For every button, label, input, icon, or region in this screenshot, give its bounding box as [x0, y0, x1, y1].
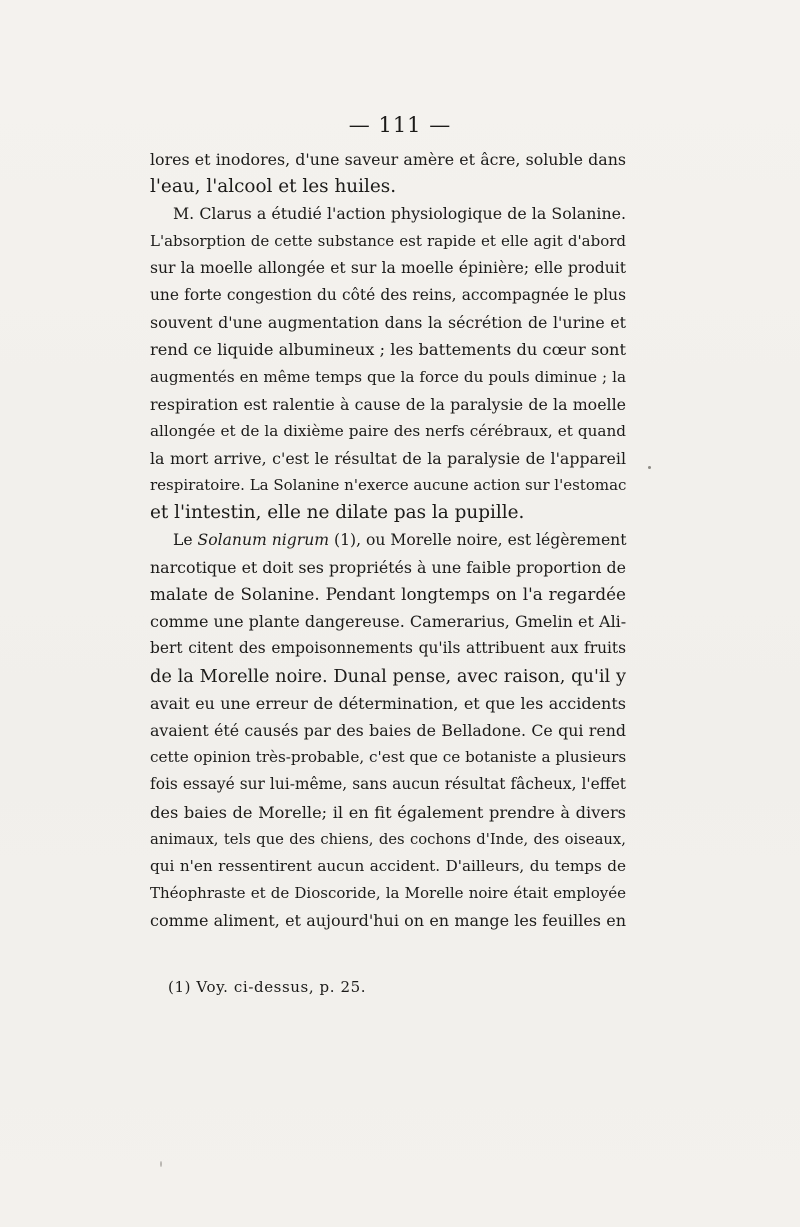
- text-line: l'eau, l'alcool et les huiles.: [150, 176, 397, 198]
- text-line: M. Clarus a étudié l'action physiologique de la Solanine.: [173, 204, 626, 224]
- text-line: narcotique et doit ses propriétés à une faible proportion de: [150, 557, 626, 577]
- text-line: comme aliment, et aujourd'hui on en mange les feuilles en: [150, 911, 626, 931]
- text-line: bert citent des empoisonnements qu'ils attribuent aux fruits: [150, 639, 626, 658]
- text-line: malate de Solanine. Pendant longtemps on l'a regardée: [150, 584, 626, 604]
- text-line: respiratoire. La Solanine n'exerce aucune action sur l'estomac: [150, 476, 627, 495]
- body-text: [150, 146, 626, 934]
- text-line: qui n'en ressentirent aucun accident. D'ailleurs, du temps de: [150, 856, 626, 875]
- text-line: la mort arrive, c'est le résultat de la paralysie de l'appareil: [150, 449, 626, 469]
- page-number: — 111 —: [348, 113, 452, 137]
- text-line: comme une plante dangereuse. Camerarius, Gmelin et Ali-: [150, 612, 627, 632]
- text-line: sur la moelle allongée et sur la moelle épinière; elle produit: [150, 258, 626, 277]
- text-line: des baies de Morelle; il en fit également prendre à divers: [150, 802, 626, 822]
- text-line: souvent d'une augmentation dans la sécrétion de l'urine et: [150, 313, 626, 333]
- footnote: (1) Voy. ci-dessus, p. 25.: [168, 978, 367, 996]
- text-line: avait eu une erreur de détermination, et que les accidents: [150, 693, 626, 713]
- text-line: fois essayé sur lui-même, sans aucun résultat fâcheux, l'effet: [150, 775, 626, 794]
- text-line: Le Solanum nigrum (1), ou Morelle noire, est légèrement: [173, 530, 627, 549]
- text-line: de la Morelle noire. Dunal pense, avec raison, qu'il y: [150, 665, 626, 687]
- text-line: augmentés en même temps que la force du pouls diminue ; la: [150, 367, 626, 386]
- ink-speck: [160, 1161, 162, 1167]
- latin-name: Solanum nigrum: [197, 530, 330, 549]
- text-line: rend ce liquide albumineux ; les battements du cœur sont: [150, 340, 626, 360]
- text-line: et l'intestin, elle ne dilate pas la pupille.: [150, 502, 525, 524]
- text-line: L'absorption de cette substance est rapide et elle agit d'abord: [150, 231, 626, 250]
- text-line: lores et inodores, d'une saveur amère et âcre, soluble dans: [150, 150, 626, 169]
- text-line: allongée et de la dixième paire des nerfs cérébraux, et quand: [150, 421, 626, 440]
- text-line: animaux, tels que des chiens, des cochons d'Inde, des oiseaux,: [150, 830, 626, 848]
- text-line: Théophraste et de Dioscoride, la Morelle noire était employée: [150, 884, 626, 903]
- ink-speck: [648, 466, 651, 469]
- text-line: une forte congestion du côté des reins, accompagnée le plus: [150, 285, 626, 304]
- text-line: cette opinion très-probable, c'est que ce botaniste a plusieurs: [150, 748, 627, 767]
- text-line: respiration est ralentie à cause de la paralysie de la moelle: [150, 394, 626, 414]
- text-line: avaient été causés par des baies de Belladone. Ce qui rend: [150, 720, 626, 740]
